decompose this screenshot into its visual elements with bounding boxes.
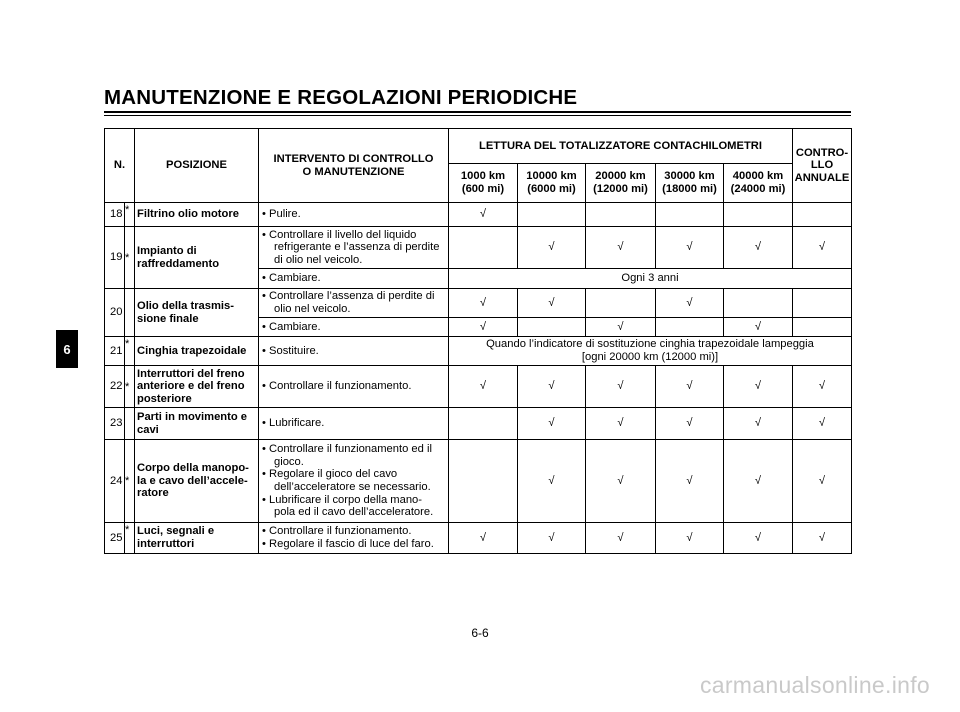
item-name: Luci, segnali e interruttori — [135, 523, 259, 554]
check-mark: √ — [793, 408, 852, 440]
item-action: • Controllare l’assenza di perdite di olio nel veicolo. — [259, 289, 449, 318]
check-mark: √ — [518, 366, 586, 408]
item-action: • Pulire. — [259, 203, 449, 227]
empty-cell — [518, 318, 586, 337]
check-mark: √ — [724, 366, 793, 408]
item-name: Filtrino olio motore — [135, 203, 259, 227]
check-mark: √ — [724, 227, 793, 269]
empty-cell — [586, 289, 656, 318]
empty-cell — [449, 408, 518, 440]
row-number: 18 — [105, 203, 125, 227]
item-action: • Controllare il funzionamento. • Regolare il fascio di luce del faro. — [259, 523, 449, 554]
table-row — [105, 203, 852, 227]
empty-cell — [656, 318, 724, 337]
check-mark: √ — [656, 408, 724, 440]
table-row — [105, 366, 852, 408]
row-number: 22 — [105, 366, 125, 408]
header-interval-1000: 1000 km (600 mi) — [449, 164, 518, 203]
check-mark: √ — [724, 408, 793, 440]
check-mark: √ — [586, 318, 656, 337]
asterisk-mark: * — [125, 203, 135, 227]
header-interval-10000: 10000 km (6000 mi) — [518, 164, 586, 203]
item-action: • Controllare il funzionamento ed il gioco. • Regolare il gioco del cavo dell’acceleratore se necessario. • Lubrificare il corpo della mano- pola ed il cavo dell’acceleratore. — [259, 440, 449, 523]
check-mark: √ — [656, 523, 724, 554]
check-mark: √ — [586, 227, 656, 269]
title-rule-thin — [104, 115, 851, 116]
header-intervento: INTERVENTO DI CONTROLLO O MANUTENZIONE — [259, 129, 449, 203]
item-name: Cinghia trapezoidale — [135, 337, 259, 366]
check-mark: √ — [656, 366, 724, 408]
asterisk-mark — [125, 408, 135, 440]
check-mark: √ — [518, 440, 586, 523]
asterisk-mark: * — [125, 366, 135, 408]
check-mark: √ — [586, 440, 656, 523]
row-number: 21 — [105, 337, 125, 366]
header-n: N. — [105, 129, 135, 203]
table-row — [105, 289, 852, 318]
header-posizione: POSIZIONE — [135, 129, 259, 203]
item-name: Impianto di raffreddamento — [135, 227, 259, 289]
maintenance-table — [104, 128, 852, 554]
row-number: 25 — [105, 523, 125, 554]
check-mark: √ — [656, 289, 724, 318]
check-mark: √ — [449, 289, 518, 318]
asterisk-mark: * — [125, 337, 135, 366]
check-mark: √ — [518, 523, 586, 554]
asterisk-mark: * — [125, 227, 135, 289]
check-mark: √ — [656, 227, 724, 269]
check-mark: √ — [793, 227, 852, 269]
check-mark: √ — [793, 523, 852, 554]
check-mark: √ — [586, 366, 656, 408]
item-name: Corpo della manopo- la e cavo dell’accele- ratore — [135, 440, 259, 523]
empty-cell — [724, 289, 793, 318]
header-interval-20000: 20000 km (12000 mi) — [586, 164, 656, 203]
title-rule-thick — [104, 111, 851, 113]
header-interval-30000: 30000 km (18000 mi) — [656, 164, 724, 203]
item-action: • Sostituire. — [259, 337, 449, 366]
table-row — [105, 408, 852, 440]
item-action: • Controllare il funzionamento. — [259, 366, 449, 408]
check-mark: √ — [724, 318, 793, 337]
table-row — [105, 337, 852, 366]
check-mark: √ — [586, 523, 656, 554]
empty-cell — [724, 203, 793, 227]
check-mark: √ — [518, 289, 586, 318]
check-mark: √ — [449, 318, 518, 337]
asterisk-mark: * — [125, 523, 135, 554]
header-odometer-reading: LETTURA DEL TOTALIZZATORE CONTACHILOMETRI — [449, 129, 793, 164]
page-title: MANUTENZIONE E REGOLAZIONI PERIODICHE — [104, 86, 578, 109]
row-number: 24 — [105, 440, 125, 523]
item-action: • Cambiare. — [259, 269, 449, 289]
item-name: Olio della trasmis- sione finale — [135, 289, 259, 337]
item-action: • Lubrificare. — [259, 408, 449, 440]
empty-cell — [586, 203, 656, 227]
table-row — [105, 523, 852, 554]
check-mark: √ — [656, 440, 724, 523]
asterisk-mark — [125, 289, 135, 337]
watermark-text: carmanualsonline.info — [699, 672, 930, 698]
empty-cell — [518, 203, 586, 227]
check-mark: √ — [724, 523, 793, 554]
empty-cell — [793, 203, 852, 227]
empty-cell — [449, 440, 518, 523]
check-mark: √ — [449, 203, 518, 227]
asterisk-mark: * — [125, 440, 135, 523]
check-mark: √ — [793, 440, 852, 523]
item-name: Interruttori del freno anteriore e del freno posteriore — [135, 366, 259, 408]
empty-cell — [449, 227, 518, 269]
item-name: Parti in movimento e cavi — [135, 408, 259, 440]
row-number: 23 — [105, 408, 125, 440]
check-mark: √ — [449, 523, 518, 554]
check-mark: √ — [518, 227, 586, 269]
empty-cell — [656, 203, 724, 227]
header-interval-40000: 40000 km (24000 mi) — [724, 164, 793, 203]
chapter-tab: 6 — [56, 330, 78, 368]
row-number: 20 — [105, 289, 125, 337]
header-annual-check: CONTRO- LLO ANNUALE — [793, 129, 852, 203]
check-mark: √ — [518, 408, 586, 440]
table-row — [105, 227, 852, 269]
interval-note: Quando l’indicatore di sostituzione cinghia trapezoidale lampeggia [ogni 20000 km (12000 mi)] — [449, 337, 852, 366]
item-action: • Cambiare. — [259, 318, 449, 337]
empty-cell — [793, 289, 852, 318]
empty-cell — [793, 318, 852, 337]
check-mark: √ — [449, 366, 518, 408]
row-number: 19 — [105, 227, 125, 289]
interval-note: Ogni 3 anni — [449, 269, 852, 289]
check-mark: √ — [793, 366, 852, 408]
check-mark: √ — [586, 408, 656, 440]
item-action: • Controllare il livello del liquido refrigerante e l’assenza di perdite di olio nel veicolo. — [259, 227, 449, 269]
table-row — [105, 440, 852, 523]
check-mark: √ — [724, 440, 793, 523]
page-number: 6-6 — [471, 626, 489, 640]
